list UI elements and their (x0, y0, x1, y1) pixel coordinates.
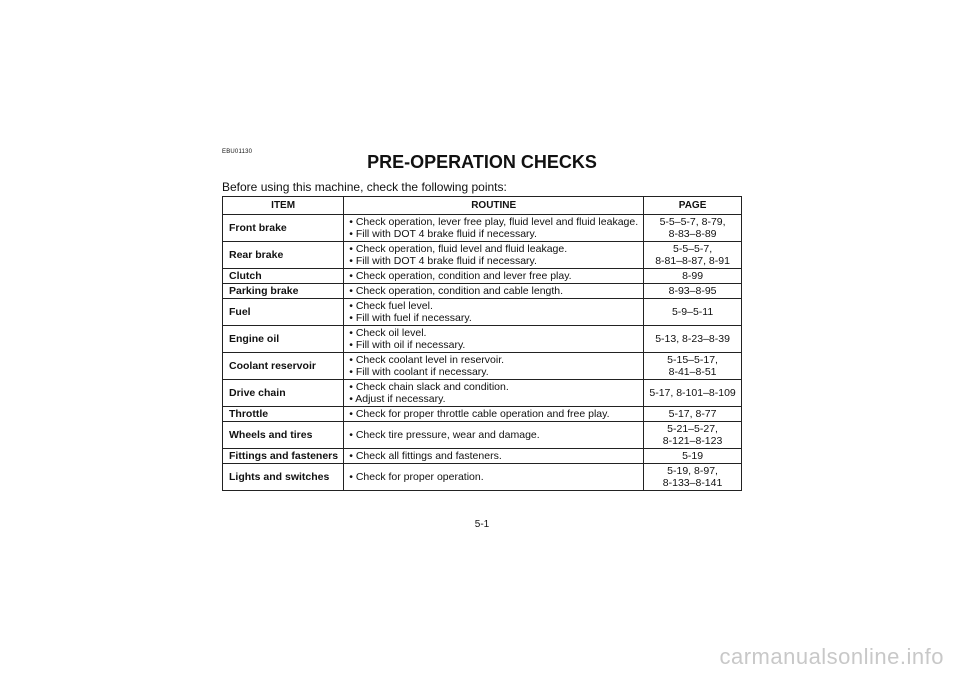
header-page: PAGE (644, 197, 742, 215)
routine-line: • Fill with oil if necessary. (349, 339, 466, 351)
routine-line: • Check operation, condition and lever free play. (349, 270, 572, 282)
table-row (223, 407, 742, 422)
routine-line: • Check chain slack and condition. (349, 381, 509, 393)
page-number: 5-1 (474, 519, 490, 530)
row-routine (344, 326, 644, 353)
row-routine (344, 215, 644, 242)
page-ref-line: 5-13, 8-23–8-39 (655, 333, 730, 345)
page-ref-line: 5-5–5-7, 8-79, (659, 216, 726, 228)
page-ref-line: 8-133–8-141 (662, 477, 723, 489)
table-row (223, 464, 742, 491)
row-routine (344, 242, 644, 269)
routine-line: • Fill with fuel if necessary. (349, 312, 472, 324)
row-page (644, 269, 742, 284)
routine-line: • Fill with DOT 4 brake fluid if necessary. (349, 255, 537, 267)
row-item: Throttle (223, 407, 344, 422)
routine-line: • Check operation, lever free play, fluid level and fluid leakage. (349, 216, 639, 228)
row-routine (344, 269, 644, 284)
row-page (644, 242, 742, 269)
table-body (223, 215, 742, 491)
row-item: Front brake (223, 215, 344, 242)
row-page (644, 326, 742, 353)
row-routine (344, 380, 644, 407)
row-page (644, 407, 742, 422)
table-row (223, 380, 742, 407)
row-item: Coolant reservoir (223, 353, 344, 380)
row-item: Wheels and tires (223, 422, 344, 449)
row-item: Clutch (223, 269, 344, 284)
row-page (644, 422, 742, 449)
routine-line: • Check tire pressure, wear and damage. (349, 429, 540, 441)
routine-line: • Fill with coolant if necessary. (349, 366, 489, 378)
page-ref-line: 5-17, 8-77 (668, 408, 717, 420)
page-ref-line: 5-19, 8-97, (667, 465, 718, 477)
page-ref-line: 8-83–8-89 (668, 228, 717, 240)
row-page (644, 449, 742, 464)
row-item: Fittings and fasteners (223, 449, 344, 464)
page-ref-line: 8-99 (682, 270, 704, 282)
row-routine (344, 284, 644, 299)
row-routine (344, 299, 644, 326)
routine-line: • Check coolant level in reservoir. (349, 354, 505, 366)
page-ref-line: 8-41–8-51 (668, 366, 717, 378)
table-row (223, 422, 742, 449)
routine-line: • Check all fittings and fasteners. (349, 450, 502, 462)
watermark: carmanualsonline.info (719, 644, 944, 669)
row-page (644, 353, 742, 380)
page-ref-line: 8-81–8-87, 8-91 (655, 255, 730, 267)
page-ref-line: 5-17, 8-101–8-109 (649, 387, 736, 399)
header-item: ITEM (223, 197, 344, 215)
page-ref-line: 5-9–5-11 (671, 306, 714, 318)
table-row (223, 299, 742, 326)
row-item: Fuel (223, 299, 344, 326)
row-routine (344, 449, 644, 464)
row-page (644, 215, 742, 242)
row-item: Parking brake (223, 284, 344, 299)
routine-line: • Check oil level. (349, 327, 427, 339)
header-routine: ROUTINE (344, 197, 644, 215)
routine-line: • Fill with DOT 4 brake fluid if necessary. (349, 228, 537, 240)
page-title: PRE-OPERATION CHECKS (367, 152, 597, 172)
row-item: Rear brake (223, 242, 344, 269)
table-header-row (223, 197, 742, 215)
page-ref-line: 8-93–8-95 (668, 285, 717, 297)
row-page (644, 284, 742, 299)
row-page (644, 380, 742, 407)
page-ref-line: 5-5–5-7, (673, 243, 713, 255)
row-routine (344, 464, 644, 491)
table-row (223, 449, 742, 464)
row-page (644, 464, 742, 491)
row-routine (344, 422, 644, 449)
row-item: Lights and switches (223, 464, 344, 491)
row-routine (344, 407, 644, 422)
intro-text: Before using this machine, check the following points: (222, 180, 507, 194)
pre-operation-checks-table (222, 196, 742, 491)
table-row (223, 284, 742, 299)
routine-line: • Check operation, fluid level and fluid leakage. (349, 243, 568, 255)
routine-line: • Check fuel level. (349, 300, 433, 312)
table-row (223, 326, 742, 353)
row-item: Engine oil (223, 326, 344, 353)
row-item: Drive chain (223, 380, 344, 407)
table-row (223, 242, 742, 269)
document-code: EBU01130 (222, 149, 253, 155)
table-row (223, 269, 742, 284)
page-ref-line: 8-121–8-123 (662, 435, 723, 447)
table-row (223, 215, 742, 242)
page-ref-line: 5-21–5-27, (667, 423, 718, 435)
routine-line: • Check operation, condition and cable length. (349, 285, 564, 297)
page-ref-line: 5-15–5-17, (667, 354, 718, 366)
page-ref-line: 5-19 (682, 450, 704, 462)
row-routine (344, 353, 644, 380)
routine-line: • Check for proper operation. (349, 471, 484, 483)
routine-line: • Check for proper throttle cable operation and free play. (349, 408, 610, 420)
table-row (223, 353, 742, 380)
row-page (644, 299, 742, 326)
routine-line: • Adjust if necessary. (349, 393, 446, 405)
